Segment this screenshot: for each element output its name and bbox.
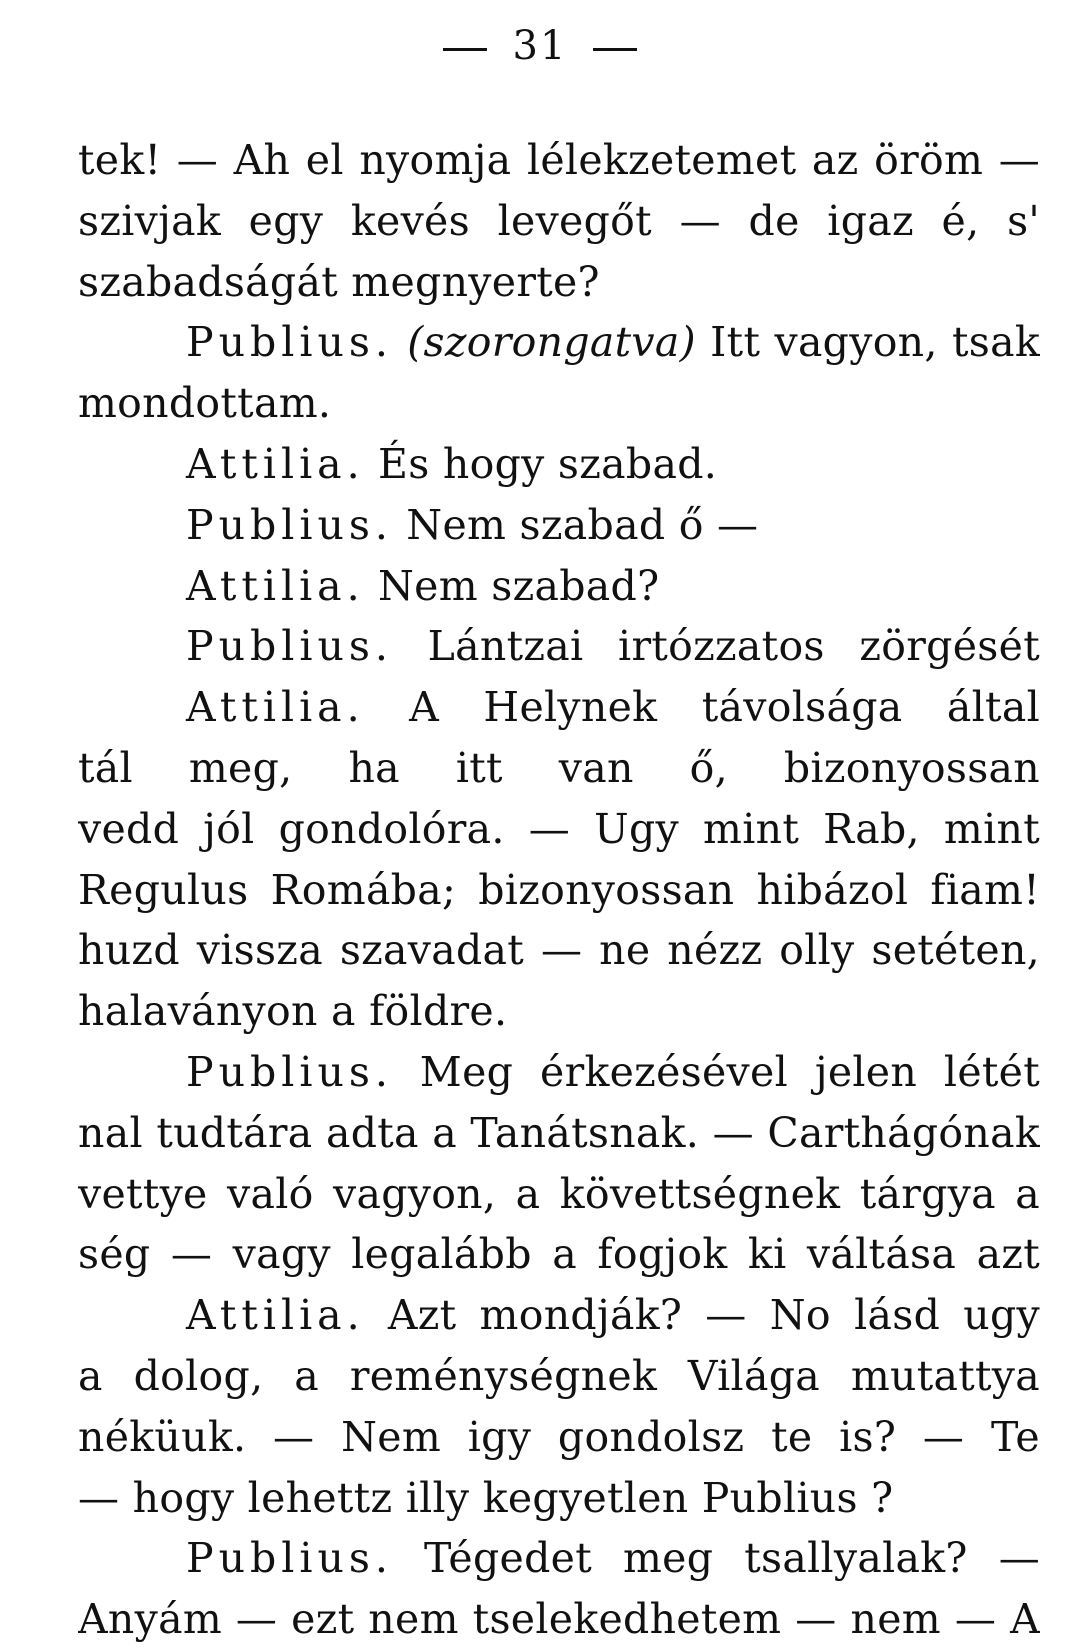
text-line xyxy=(78,860,1040,921)
text-line xyxy=(78,1164,1040,1225)
text-line xyxy=(78,191,1040,252)
header-dash-right xyxy=(593,48,637,51)
text-line xyxy=(78,130,1040,191)
text-line xyxy=(78,556,1040,617)
line-text: vedd jól gondolóra. — Ugy mint Rab, mint xyxy=(78,804,1040,853)
text-line xyxy=(78,981,1040,1042)
line-text: Anyám — ezt nem tselekedhetem — nem — A xyxy=(78,1595,1040,1644)
text-line xyxy=(78,799,1040,860)
line-text: Azt mondják? — No lásd ugy xyxy=(387,1291,1040,1340)
text-line xyxy=(78,312,1040,373)
text-line xyxy=(78,677,1040,738)
speaker-name: Publius. xyxy=(186,1047,393,1096)
text-line xyxy=(78,373,1040,434)
line-text: halaványon a földre. xyxy=(78,987,508,1036)
line-text: Regulus Romába; bizonyossan hibázol fiam! xyxy=(78,865,1040,914)
speaker-name: Attilia. xyxy=(186,561,365,610)
text-line xyxy=(78,1468,1040,1529)
page-number: 31 xyxy=(512,23,568,69)
line-text: És hogy szabad. xyxy=(378,439,718,488)
speaker-name: Attilia. xyxy=(186,683,365,732)
text-line xyxy=(78,616,1040,677)
line-text: Lántzai irtózzatos zörgését xyxy=(427,622,1040,671)
text-line xyxy=(78,434,1040,495)
speaker-name: Publius. xyxy=(186,622,393,671)
speaker-name: Attilia. xyxy=(186,439,365,488)
line-text: Nem szabad ő — xyxy=(406,500,759,549)
text-line xyxy=(78,738,1040,799)
line-text: mondottam. xyxy=(78,379,332,428)
line-text: Meg érkezésével jelen létét xyxy=(419,1047,1040,1096)
line-text: A Helynek távolsága által xyxy=(409,683,1040,732)
line-text: tek! — Ah el nyomja lélekzetemet az öröm — xyxy=(78,136,1040,184)
line-text: Itt vagyon, tsak xyxy=(710,318,1040,367)
line-text: Tégedet meg tsallyalak? — xyxy=(423,1534,1040,1583)
line-text: tál meg, ha itt van ő, bizonyossan xyxy=(78,743,1040,792)
line-text: Nem szabad? xyxy=(378,561,660,610)
text-line xyxy=(78,1285,1040,1346)
stage-direction: (szorongatva) xyxy=(407,318,696,367)
text-line xyxy=(78,252,1040,313)
line-text: nal tudtára adta a Tanátsnak. — Carthágónak xyxy=(78,1108,1040,1157)
text-line xyxy=(78,1103,1040,1164)
text-line xyxy=(78,1528,1040,1589)
line-text: — hogy lehettz illy kegyetlen Publius ? xyxy=(78,1473,894,1522)
speaker-name: Publius. xyxy=(186,318,393,367)
text-line xyxy=(78,1346,1040,1407)
header-dash-left xyxy=(443,48,487,51)
text-line xyxy=(78,920,1040,981)
line-text: néküuk. — Nem igy gondolsz te is? — Te xyxy=(78,1412,1040,1461)
speaker-name: Publius. xyxy=(186,500,393,549)
line-text: ség — vagy legalább a fogjok ki váltása azt xyxy=(78,1230,1040,1279)
line-text: huzd vissza szavadat — ne nézz olly setéten, xyxy=(78,926,1040,975)
text-line xyxy=(78,1224,1040,1285)
speaker-name: Publius. xyxy=(186,1534,393,1583)
line-text: szabadságát megnyerte? xyxy=(78,257,600,306)
line-text: vettye való vagyon, a követtségnek tárgya a xyxy=(78,1169,1040,1218)
page-text xyxy=(78,130,1040,1650)
line-text: a dolog, a reménységnek Világa mutattya xyxy=(78,1351,1040,1400)
line-text: szivjak egy kevés levegőt — de igaz é, s' xyxy=(78,196,1040,245)
page-header xyxy=(0,22,1080,70)
text-line xyxy=(78,1042,1040,1103)
text-line xyxy=(78,1589,1040,1650)
text-line xyxy=(78,1407,1040,1468)
speaker-name: Attilia. xyxy=(186,1291,365,1340)
text-line xyxy=(78,495,1040,556)
